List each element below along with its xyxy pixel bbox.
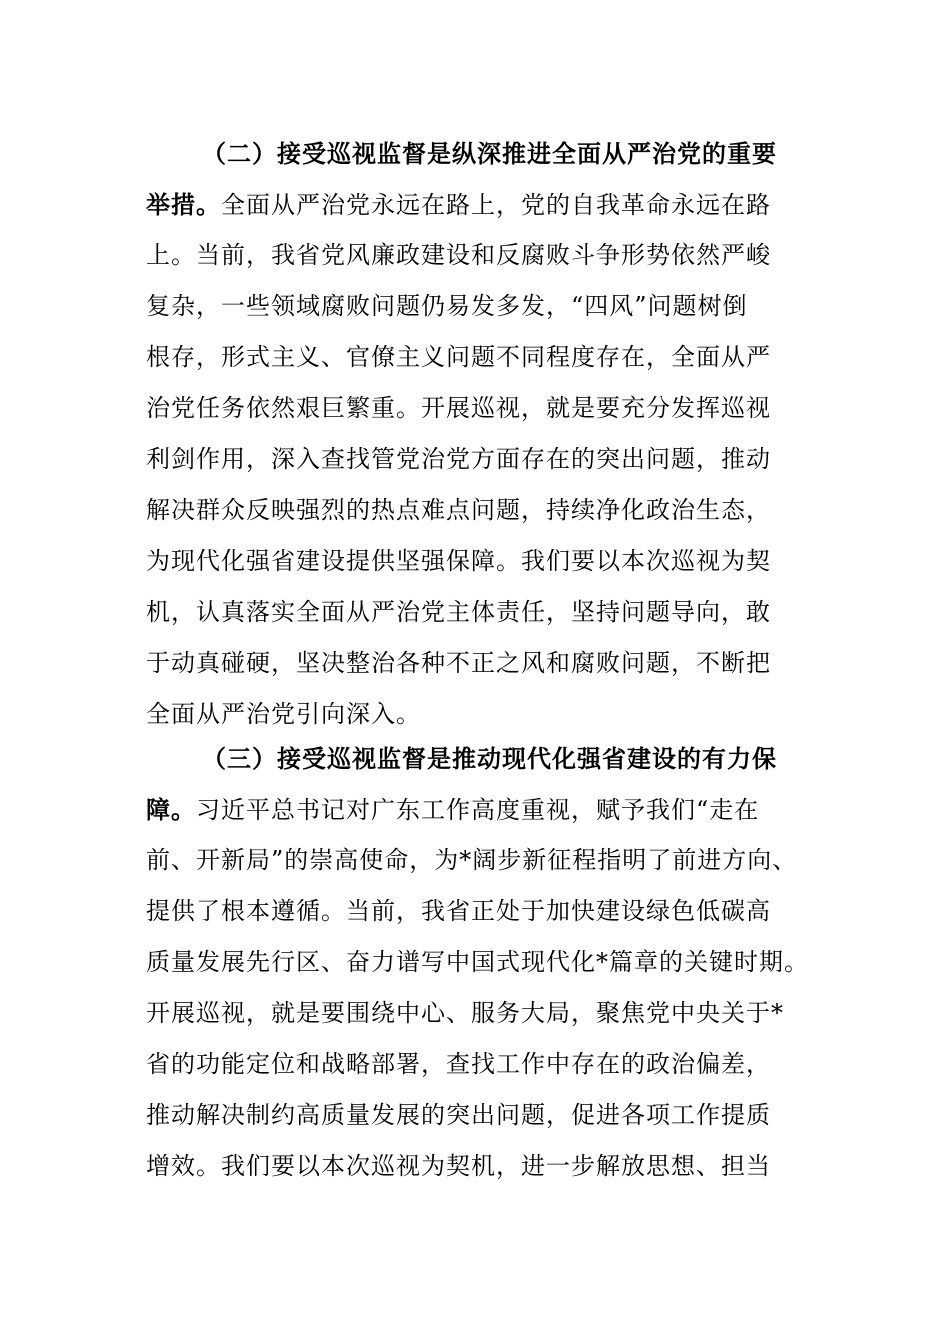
section-2-line-8: 为现代化强省建设提供坚强保障。我们要以本次巡视为契 [146, 547, 771, 575]
section-3-line-2: 前、开新局”的崇高使命，为*阔步新征程指明了前进方向、 [146, 846, 798, 874]
section-3-line-5: 开展巡视，就是要围绕中心、服务大局，聚焦党中央关于* [146, 999, 784, 1027]
section-3-line-8: 增效。我们要以本次巡视为契机，进一步解放思想、担当 [146, 1152, 771, 1180]
section-2-line-1 [146, 179, 826, 230]
section-2-line-5: 治党任务依然艰巨繁重。开展巡视，就是要充分发挥巡视 [146, 394, 771, 422]
section-3-heading-end: 障。 [146, 795, 196, 824]
section-3-text: 习近平总书记对广东工作高度重视，赋予我们“走在 [196, 796, 760, 824]
section-3-line-4: 质量发展先行区、奋力谱写中国式现代化*篇章的关键时期。 [146, 948, 809, 976]
section-2-line-2: 上。当前，我省党风廉政建设和反腐败斗争形势依然严峻 [146, 241, 771, 269]
section-2-line-7: 解决群众反映强烈的热点难点问题，持续净化政治生态， [146, 496, 771, 524]
section-3-line-7: 推动解决制约高质量发展的突出问题，促进各项工作提质 [146, 1101, 771, 1129]
section-3-line-1 [146, 784, 826, 835]
section-2-heading: （二）接受巡视监督是纵深推进全面从严治党的重要 [202, 139, 777, 168]
section-2-line-4: 根存，形式主义、官僚主义问题不同程度存在，全面从严 [146, 343, 771, 371]
section-3 [146, 733, 826, 1192]
section-2 [146, 128, 826, 740]
section-3-line-3: 提供了根本遵循。当前，我省正处于加快建设绿色低碳高 [146, 897, 771, 925]
section-3-heading: （三）接受巡视监督是推动现代化强省建设的有力保 [202, 744, 777, 773]
section-2-line-11: 全面从严治党引向深入。 [146, 700, 421, 728]
section-2-heading-end: 举措。 [146, 190, 221, 219]
section-2-line-9: 机，认真落实全面从严治党主体责任，坚持问题导向，敢 [146, 598, 771, 626]
section-2-line-3: 复杂，一些领域腐败问题仍易发多发，“四风”问题树倒 [146, 292, 748, 320]
section-2-line-6: 利剑作用，深入查找管党治党方面存在的突出问题，推动 [146, 445, 771, 473]
section-3-line-6: 省的功能定位和战略部署，查找工作中存在的政治偏差， [146, 1050, 771, 1078]
section-2-text: 全面从严治党永远在路上，党的自我革命永远在路 [221, 191, 771, 219]
section-2-line-10: 于动真碰硬，坚决整治各种不正之风和腐败问题，不断把 [146, 649, 771, 677]
